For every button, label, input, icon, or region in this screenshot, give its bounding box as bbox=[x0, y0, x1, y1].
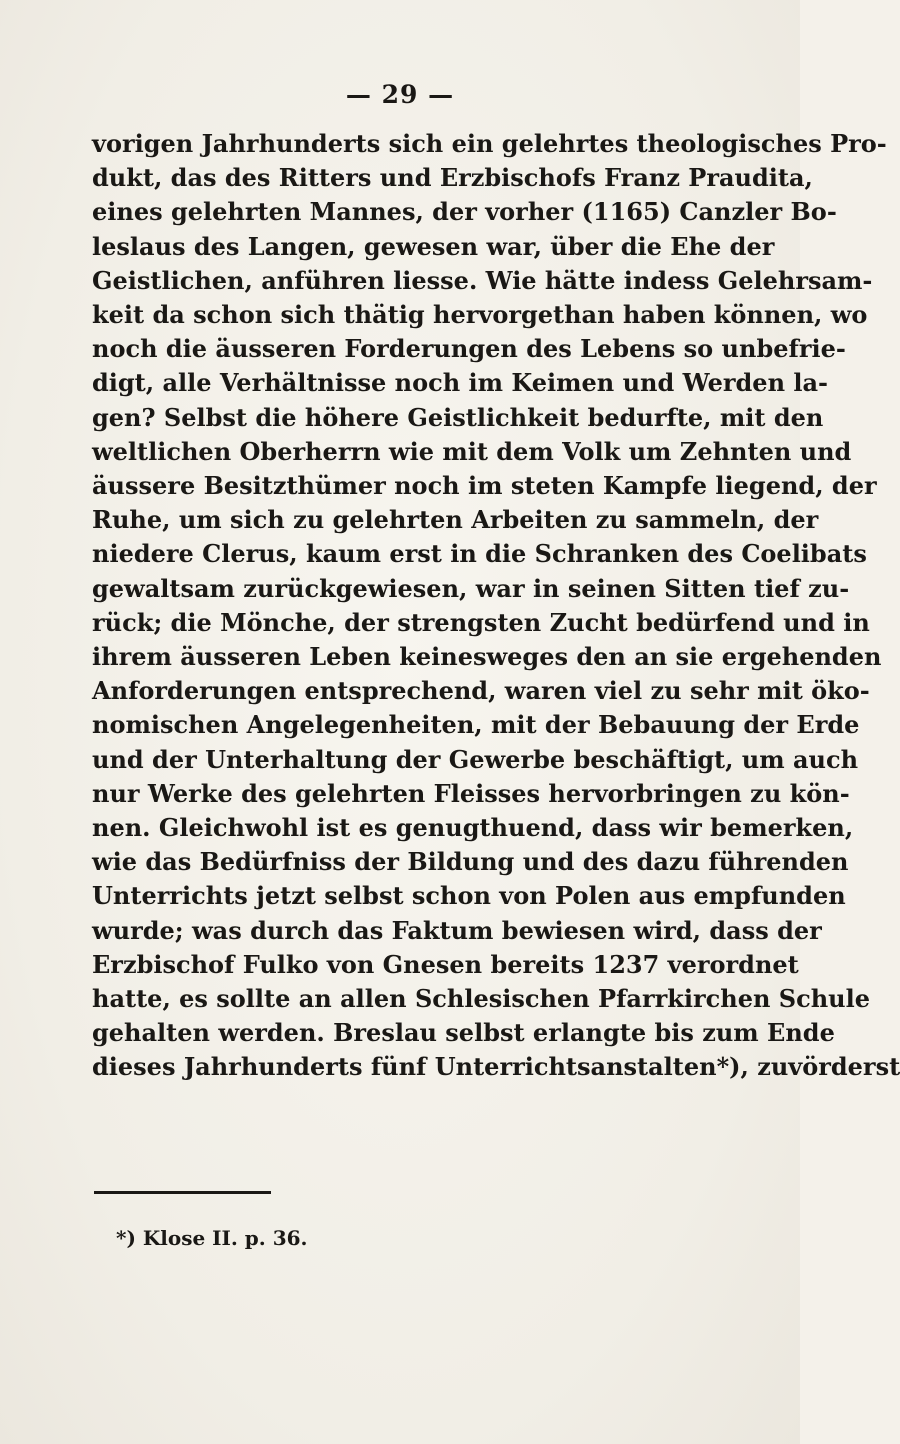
text-line: hatte, es sollte an allen Schlesischen Pfarrkirchen Schule bbox=[92, 984, 870, 1014]
text-line: wurde; was durch das Faktum bewiesen wird, dass der bbox=[92, 915, 822, 945]
text-line: Geistlichen, anführen liesse. Wie hätte indess Gelehrsam- bbox=[92, 265, 873, 295]
text-line: gewaltsam zurückgewiesen, war in seinen Sitten tief zu- bbox=[92, 573, 850, 603]
text-line: dieses Jahrhunderts fünf Unterrichtsanstalten*), zuvörderst bbox=[92, 1052, 900, 1082]
text-line: äussere Besitzthümer noch im steten Kampfe liegend, der bbox=[92, 471, 877, 501]
body-text bbox=[92, 127, 900, 1085]
text-line: vorigen Jahrhunderts sich ein gelehrtes theologisches Pro- bbox=[92, 129, 887, 158]
text-line: noch die äusseren Forderungen des Lebens so unbefrie- bbox=[92, 334, 846, 364]
footnote-divider bbox=[94, 1191, 271, 1194]
text-line: gen? Selbst die höhere Geistlichkeit bedurfte, mit den bbox=[92, 402, 824, 432]
page-header: — 29 — bbox=[345, 80, 455, 109]
text-line: leslaus des Langen, gewesen war, über die Ehe der bbox=[92, 231, 775, 261]
text-line: niedere Clerus, kaum erst in die Schranken des Coelibats bbox=[92, 539, 867, 569]
text-line: rück; die Mönche, der strengsten Zucht bedürfend und in bbox=[92, 607, 870, 637]
text-line: weltlichen Oberherrn wie mit dem Volk um Zehnten und bbox=[92, 436, 852, 466]
text-line: Unterrichts jetzt selbst schon von Polen aus empfunden bbox=[92, 881, 846, 911]
text-line: keit da schon sich thätig hervorgethan haben können, wo bbox=[92, 300, 868, 330]
text-line: und der Unterhaltung der Gewerbe beschäftigt, um auch bbox=[92, 744, 859, 774]
text-line: nur Werke des gelehrten Fleisses hervorbringen zu kön- bbox=[92, 778, 850, 808]
text-line: Anforderungen entsprechend, waren viel zu sehr mit öko- bbox=[92, 676, 870, 706]
text-line: nomischen Angelegenheiten, mit der Bebauung der Erde bbox=[92, 710, 860, 740]
text-line: dukt, das des Ritters und Erzbischofs Franz Praudita, bbox=[92, 163, 813, 193]
text-line: ihrem äusseren Leben keinesweges den an sie ergehenden bbox=[92, 642, 882, 672]
text-line: Erzbischof Fulko von Gnesen bereits 1237 verordnet bbox=[92, 949, 799, 979]
text-line: wie das Bedürfniss der Bildung und des dazu führenden bbox=[92, 847, 849, 877]
text-line: digt, alle Verhältnisse noch im Keimen und Werden la- bbox=[92, 368, 828, 398]
text-line: gehalten werden. Breslau selbst erlangte bis zum Ende bbox=[92, 1018, 835, 1048]
footnote: *) Klose II. p. 36. bbox=[116, 1226, 308, 1250]
text-line: nen. Gleichwohl ist es genugthuend, dass wir bemerken, bbox=[92, 813, 854, 843]
text-line: Ruhe, um sich zu gelehrten Arbeiten zu sammeln, der bbox=[92, 505, 819, 535]
text-line: eines gelehrten Mannes, der vorher (1165) Canzler Bo- bbox=[92, 197, 837, 227]
